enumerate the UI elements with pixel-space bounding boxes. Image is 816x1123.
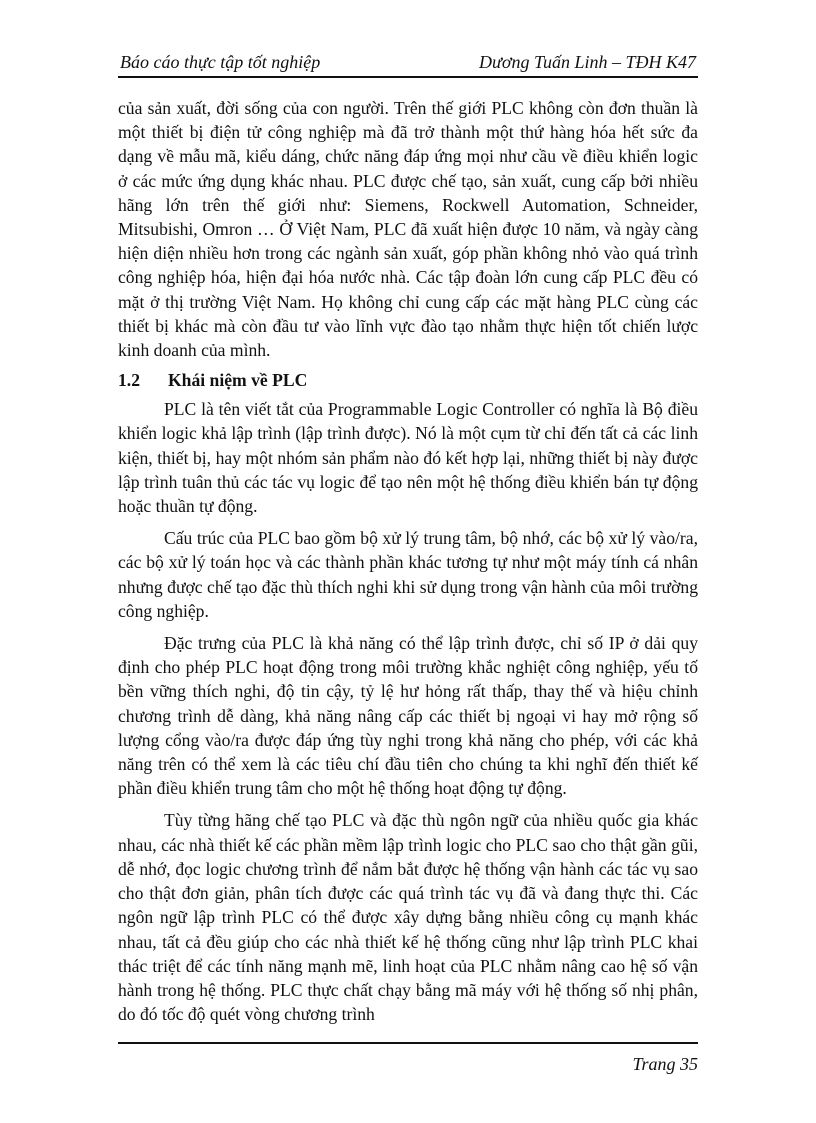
header-report-title: Báo cáo thực tập tốt nghiệp xyxy=(120,52,321,72)
paragraph-definition: PLC là tên viết tắt của Programmable Logic Controller có nghĩa là Bộ điều khiển logic khả lập trình (lập trình được). Nó là một cụm từ chỉ đến tất cả các linh kiện, thiết bị, hay một nhóm sản phẩm nào đó kết hợp lại, những thiết bị này được lập trình tuân thủ các tác vụ logic để tạo nên một hệ thống điều khiển bán tự động hoặc thuần tự động. xyxy=(118,399,698,517)
page-body xyxy=(118,96,698,1026)
paragraph-intro-continued: của sản xuất, đời sống của con người. Trên thế giới PLC không còn đơn thuần là một thiết bị điện tử công nghiệp mà đã trở thành một thứ hàng hóa hết sức đa dạng về mẫu mã, kiểu dáng, chức năng đáp ứng mọi như cầu về điều khiển logic ở các mức ứng dụng khác nhau. PLC được chế tạo, sản xuất, cung cấp bởi nhiều hãng lớn trên thế giới như: Siemens, Rockwell Automation, Schneider, Mitsubishi, Omron … Ở Việt Nam, PLC đã xuất hiện được 10 năm, và ngày càng hiện diện nhiều hơn trong các ngành sản xuất, góp phần không nhỏ vào quá trình công nghiệp hóa, hiện đại hóa nước nhà. Các tập đoàn lớn cung cấp PLC đều có mặt ở thị trường Việt Nam. Họ không chỉ cung cấp các mặt hàng PLC cùng các thiết bị khác mà còn đầu tư vào lĩnh vực đào tạo nhằm thực hiện tốt chiến lược kinh doanh của mình. xyxy=(118,98,698,361)
paragraph-structure: Cấu trúc của PLC bao gồm bộ xử lý trung tâm, bộ nhớ, các bộ xử lý vào/ra, các bộ xử lý toán học và các thành phần khác tương tự như một máy tính cá nhân nhưng được chế tạo đặc thù thích nghi khi sử dụng trong vận hành của môi trường công nghiệp. xyxy=(118,528,698,621)
page-header xyxy=(118,48,698,78)
paragraph-characteristics: Đặc trưng của PLC là khả năng có thể lập trình được, chỉ số IP ở dải quy định cho phép PLC hoạt động trong môi trường khắc nghiệt công nghiệp, yếu tố bền vững thích nghi, độ tin cậy, tỷ lệ hư hỏng rất thấp, thay thế và hiệu chỉnh chương trình dễ dàng, khả năng nâng cấp các thiết bị ngoại vi hay mở rộng số lượng cổng vào/ra được đáp ứng tùy nghi trong khả năng cho phép, với các khả năng trên có thể xem là các tiêu chí đầu tiên cho chúng ta khi nghĩ đến thiết kế phần điều khiển trung tâm cho một hệ thống hoạt động tự động. xyxy=(118,633,698,799)
footer-divider xyxy=(118,1042,698,1044)
header-author: Dương Tuấn Linh – TĐH K47 xyxy=(479,52,696,72)
section-heading xyxy=(118,367,698,393)
page-number: Trang 35 xyxy=(632,1054,698,1074)
paragraph-languages: Tùy từng hãng chế tạo PLC và đặc thù ngôn ngữ của nhiều quốc gia khác nhau, các nhà thiết kế các phần mềm lập trình logic cho PLC sao cho thật gần gũi, dễ nhớ, đọc logic chương trình để nắm bắt được hệ thống vận hành các tác vụ sao cho thật đơn giản, phân tích được các quá trình tác vụ đã và đang thực thi. Các ngôn ngữ lập trình PLC có thể được xây dựng bằng nhiều công cụ mạnh khác nhau, tất cả đều giúp cho các nhà thiết kế hệ thống cũng như lập trình PLC khai thác triệt để các tính năng mạnh mẽ, linh hoạt của PLC nhằm nâng cao hệ số vận hành trong hệ thống. PLC thực chất chạy bằng mã máy với hệ thống số nhị phân, do đó tốc độ quét vòng chương trình xyxy=(118,810,698,1025)
section-title: Khái niệm về PLC xyxy=(168,370,308,391)
section-number: 1.2 xyxy=(118,370,140,391)
